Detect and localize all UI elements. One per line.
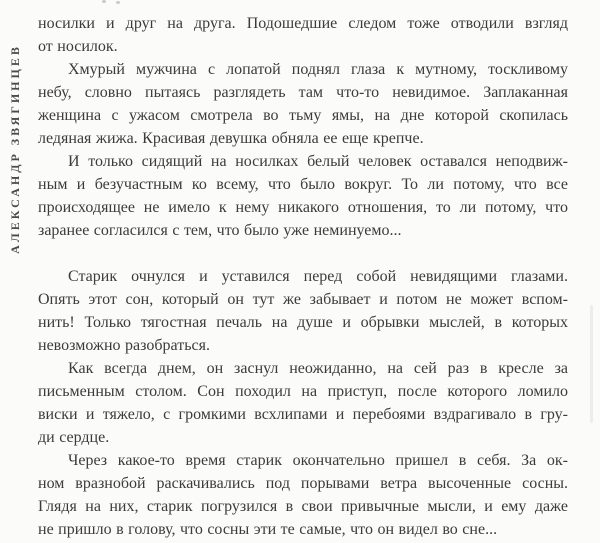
text-line: И только сидящий на носилках белый человек оставался неподвиж-	[68, 153, 568, 170]
text-line: женщина с ужасом смотрела во тьму ямы, на дне которой скопилась	[38, 107, 568, 124]
text-line: происходящее не имело к нему никакого отношения, то ли потому, что	[38, 199, 568, 216]
text-line: заранее согласился с тем, что было уже неминуемо...	[38, 222, 402, 239]
text-line: Старик очнулся и уставился перед собой невидящими глазами.	[68, 268, 568, 285]
text-block	[38, 12, 568, 541]
text-line: носилки и друг на друга. Подошедшие следом тоже отводили взгляд	[38, 15, 568, 32]
text-line: ди сердце.	[38, 429, 110, 446]
paragraph	[38, 150, 568, 242]
text-line: не пришло в голову, что сосны эти те самые, что он видел во сне...	[38, 521, 498, 538]
text-line: Глядя на них, старик погрузился в свои привычные мысли, и ему даже	[38, 498, 568, 515]
text-line: Опять этот сон, который он тут же забывает и потом не может вспом-	[38, 291, 568, 308]
text-line: ным и безучастным ко всему, что было вокруг. То ли потому, что все	[38, 176, 568, 193]
text-line: нить! Только тягостная печаль на душе и обрывки мыслей, в которых	[38, 314, 568, 331]
text-line: письменным столом. Сон походил на приступ, после которого ломило	[38, 383, 568, 400]
text-line: Хмурый мужчина с лопатой поднял глаза к мутному, тоскливому	[68, 61, 568, 78]
paragraph	[38, 357, 568, 449]
scan-edge-artifact	[590, 305, 593, 423]
text-line: от носилок.	[38, 38, 118, 55]
paragraph	[38, 12, 568, 58]
paragraph	[38, 58, 568, 150]
paragraph	[38, 449, 568, 541]
paragraph	[38, 265, 568, 357]
text-line: ледяная жижа. Красивая девушка обняла ее еще крепче.	[38, 130, 424, 147]
text-line: небу, словно пытаясь разглядеть там что-то невидимое. Заплаканная	[38, 84, 568, 101]
text-line: Через какое-то время старик окончательно пришел в себя. За ок-	[68, 452, 568, 469]
text-line: виски и тяжело, с громкими всхлипами и перебоями вздрагивало в гру-	[38, 406, 568, 423]
scan-speck	[102, 0, 106, 3]
text-line: невозможно разобраться.	[38, 337, 210, 354]
scan-speck	[116, 1, 120, 4]
text-line: ном вразнобой раскачивались под порывами ветра высоченные сосны.	[38, 475, 568, 492]
text-line: Как всегда днем, он заснул неожиданно, на сей раз в кресле за	[68, 360, 568, 377]
author-name-vertical: АЛЕКСАНДР ЗВЯГИНЦЕВ	[8, 44, 22, 254]
